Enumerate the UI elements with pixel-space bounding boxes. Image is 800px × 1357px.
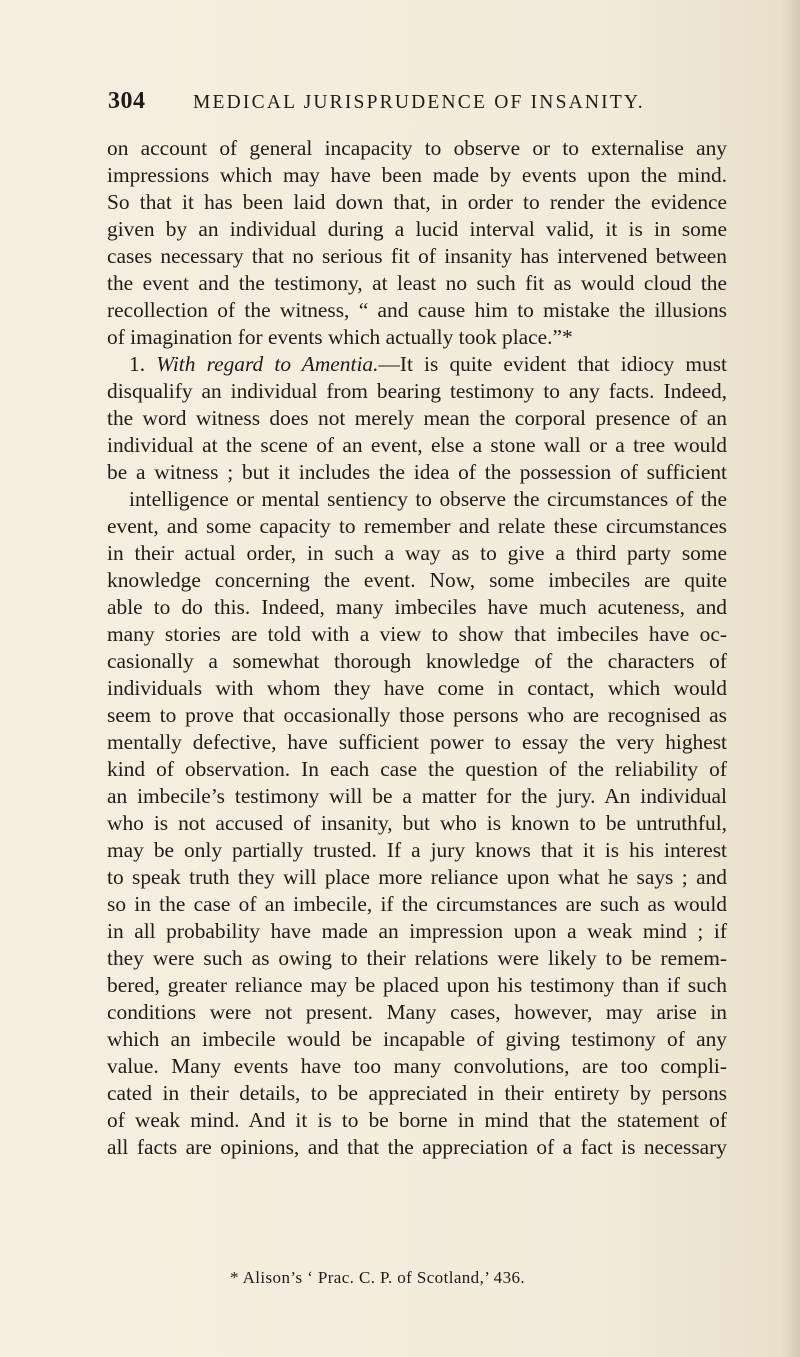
text-line: individuals with whom they have come in contact, which would [107, 676, 727, 700]
text-line: the event and the testimony, at least no such fit as would cloud the [107, 271, 727, 295]
section-heading: With regard to Amentia. [156, 352, 379, 376]
text-line: individual at the scene of an event, else a stone wall or a tree would [107, 433, 727, 457]
page-header [108, 88, 708, 118]
text-line: many stories are told with a view to show that imbeciles have oc- [107, 622, 727, 646]
text-line: given by an individual during a lucid interval valid, it is in some [107, 217, 727, 241]
text-line: value. Many events have too many convolutions, are too compli- [107, 1054, 727, 1078]
section-heading-rest: —It is quite evident that idiocy must [378, 352, 727, 376]
text-line: who is not accused of insanity, but who is known to be untruthful, [107, 811, 727, 835]
text-line: of imagination for events which actually took place.”* [107, 325, 573, 349]
text-line: able to do this. Indeed, many imbeciles have much acuteness, and [107, 595, 727, 619]
text-line: seem to prove that occasionally those persons who are recognised as [107, 703, 727, 727]
text-line: impressions which may have been made by events upon the mind. [107, 163, 727, 187]
text-line: of weak mind. And it is to be borne in mind that the statement of [107, 1108, 727, 1132]
text-line: be a witness ; but it includes the idea of the possession of sufficient [107, 460, 727, 484]
text-line: event, and some capacity to remember and relate these circumstances [107, 514, 727, 538]
page-edge-shadow [782, 0, 800, 1357]
text-line: may be only partially trusted. If a jury knows that it is his interest [107, 838, 727, 862]
text-line: in their actual order, in such a way as to give a third party some [107, 541, 727, 565]
footnote: * Alison’s ‘ Prac. C. P. of Scotland,’ 436. [230, 1268, 526, 1287]
text-line: casionally a somewhat thorough knowledge of the characters of [107, 649, 727, 673]
text-line: all facts are opinions, and that the appreciation of a fact is necessary [107, 1135, 727, 1159]
running-title: MEDICAL JURISPRUDENCE OF INSANITY. [193, 92, 645, 113]
text-line: So that it has been laid down that, in order to render the evidence [107, 190, 727, 214]
text-line: an imbecile’s testimony will be a matter for the jury. An individual [107, 784, 727, 808]
text-line: the word witness does not merely mean the corporal presence of an [107, 406, 727, 430]
text-line: mentally defective, have sufficient power to essay the very highest [107, 730, 727, 754]
text-line: kind of observation. In each case the question of the reliability of [107, 757, 727, 781]
text-line: on account of general incapacity to observe or to externalise any [107, 136, 727, 160]
text-line: disqualify an individual from bearing testimony to any facts. Indeed, [107, 379, 727, 403]
text-line: recollection of the witness, “ and cause him to mistake the illusions [107, 298, 727, 322]
text-line: cases necessary that no serious fit of insanity has intervened between [107, 244, 727, 268]
text-line: they were such as owing to their relations were likely to be remem- [107, 946, 727, 970]
body-text [107, 135, 727, 1161]
text-line: so in the case of an imbecile, if the circumstances are such as would [107, 892, 727, 916]
text-line: conditions were not present. Many cases, however, may arise in [107, 1000, 727, 1024]
section-number: 1. [129, 352, 157, 376]
page-number: 304 [108, 88, 146, 114]
text-line: bered, greater reliance may be placed upon his testimony than if such [107, 973, 727, 997]
text-line: cated in their details, to be appreciated in their entirety by persons [107, 1081, 727, 1105]
text-line: to speak truth they will place more reliance upon what he says ; and [107, 865, 727, 889]
text-line: knowledge concerning the event. Now, some imbeciles are quite [107, 568, 727, 592]
section-heading-line [107, 351, 727, 378]
text-line: in all probability have made an impression upon a weak mind ; if [107, 919, 727, 943]
text-line: intelligence or mental sentiency to observe the circumstances of the [129, 487, 727, 511]
text-line: which an imbecile would be incapable of giving testimony of any [107, 1027, 727, 1051]
